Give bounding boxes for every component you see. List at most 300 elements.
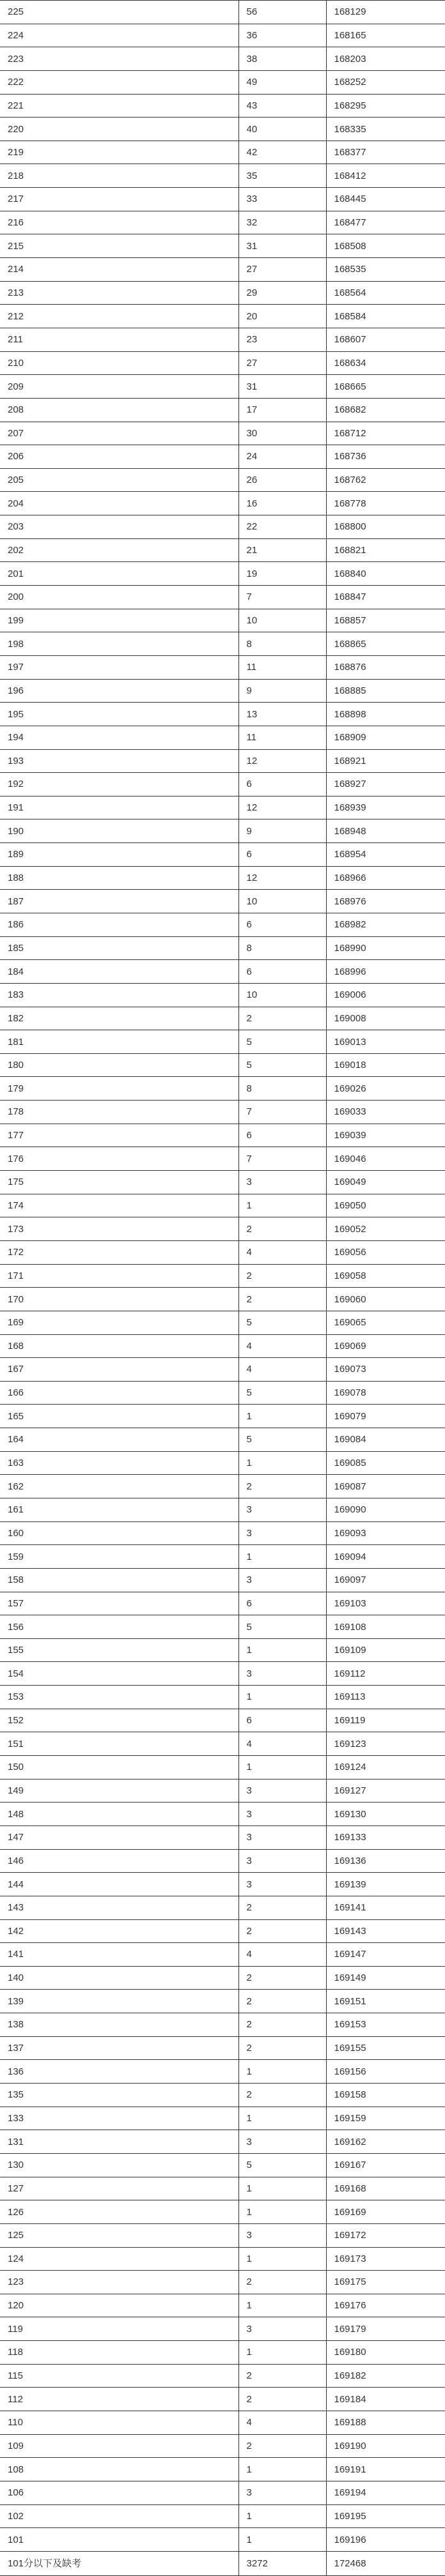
count-cell: 1 bbox=[238, 2294, 326, 2317]
table-row bbox=[0, 983, 445, 1007]
score-cell: 203 bbox=[0, 515, 238, 539]
cumulative-count-cell: 168477 bbox=[326, 211, 445, 234]
cumulative-count-cell: 169176 bbox=[326, 2294, 445, 2317]
score-cell: 189 bbox=[0, 843, 238, 867]
count-cell: 1 bbox=[238, 1756, 326, 1780]
count-cell: 1 bbox=[238, 2107, 326, 2130]
count-cell: 2 bbox=[238, 1264, 326, 1288]
table-row bbox=[0, 2411, 445, 2434]
cumulative-count-cell: 169103 bbox=[326, 1592, 445, 1615]
cumulative-count-cell: 168898 bbox=[326, 703, 445, 726]
score-cell: 147 bbox=[0, 1825, 238, 1849]
count-cell: 2 bbox=[238, 2364, 326, 2388]
cumulative-count-cell: 168607 bbox=[326, 328, 445, 351]
count-cell: 20 bbox=[238, 305, 326, 328]
table-row bbox=[0, 1802, 445, 1826]
score-cell: 167 bbox=[0, 1358, 238, 1382]
cumulative-count-cell: 169056 bbox=[326, 1240, 445, 1264]
score-cell: 224 bbox=[0, 24, 238, 47]
table-row bbox=[0, 1756, 445, 1780]
cumulative-count-cell: 168445 bbox=[326, 188, 445, 211]
cumulative-count-cell: 169124 bbox=[326, 1756, 445, 1780]
table-row bbox=[0, 726, 445, 749]
score-cell: 185 bbox=[0, 936, 238, 960]
cumulative-count-cell: 169155 bbox=[326, 2036, 445, 2060]
score-cell: 101分以下及缺考 bbox=[0, 2551, 238, 2575]
score-cell: 115 bbox=[0, 2364, 238, 2388]
cumulative-count-cell: 169191 bbox=[326, 2458, 445, 2481]
count-cell: 5 bbox=[238, 1381, 326, 1405]
cumulative-count-cell: 168865 bbox=[326, 632, 445, 656]
cumulative-count-cell: 169147 bbox=[326, 1943, 445, 1967]
count-cell: 27 bbox=[238, 351, 326, 375]
cumulative-count-cell: 168976 bbox=[326, 890, 445, 913]
count-cell: 1 bbox=[238, 1686, 326, 1709]
count-cell: 3 bbox=[238, 1849, 326, 1873]
table-row bbox=[0, 843, 445, 867]
score-cell: 108 bbox=[0, 2458, 238, 2481]
count-cell: 6 bbox=[238, 843, 326, 867]
cumulative-count-cell: 169113 bbox=[326, 1686, 445, 1709]
table-row bbox=[0, 1030, 445, 1054]
count-cell: 8 bbox=[238, 632, 326, 656]
score-cell: 221 bbox=[0, 94, 238, 118]
score-cell: 109 bbox=[0, 2434, 238, 2458]
cumulative-count-cell: 168634 bbox=[326, 351, 445, 375]
cumulative-count-cell: 169008 bbox=[326, 1007, 445, 1030]
score-cell: 110 bbox=[0, 2411, 238, 2434]
count-cell: 7 bbox=[238, 1101, 326, 1124]
cumulative-count-cell: 168252 bbox=[326, 70, 445, 94]
count-cell: 43 bbox=[238, 94, 326, 118]
cumulative-count-cell: 168203 bbox=[326, 47, 445, 71]
score-cell: 131 bbox=[0, 2130, 238, 2154]
cumulative-count-cell: 168948 bbox=[326, 819, 445, 843]
score-cell: 174 bbox=[0, 1194, 238, 1217]
count-cell: 40 bbox=[238, 118, 326, 141]
cumulative-count-cell: 168857 bbox=[326, 609, 445, 632]
score-cell: 220 bbox=[0, 118, 238, 141]
cumulative-count-cell: 169195 bbox=[326, 2504, 445, 2528]
count-cell: 2 bbox=[238, 1007, 326, 1030]
cumulative-count-cell: 169158 bbox=[326, 2084, 445, 2107]
score-cell: 214 bbox=[0, 258, 238, 282]
score-cell: 223 bbox=[0, 47, 238, 71]
table-row bbox=[0, 2388, 445, 2411]
count-cell: 36 bbox=[238, 24, 326, 47]
table-row bbox=[0, 1288, 445, 1311]
score-cell: 169 bbox=[0, 1311, 238, 1334]
table-row bbox=[0, 632, 445, 656]
count-cell: 11 bbox=[238, 655, 326, 679]
cumulative-count-cell: 169108 bbox=[326, 1615, 445, 1639]
cumulative-count-cell: 169079 bbox=[326, 1405, 445, 1428]
count-cell: 5 bbox=[238, 2153, 326, 2177]
table-row bbox=[0, 445, 445, 469]
count-cell: 5 bbox=[238, 1053, 326, 1077]
count-cell: 3 bbox=[238, 1802, 326, 1826]
table-row bbox=[0, 960, 445, 984]
table-row bbox=[0, 2084, 445, 2107]
count-cell: 1 bbox=[238, 2504, 326, 2528]
score-cell: 199 bbox=[0, 609, 238, 632]
count-cell: 6 bbox=[238, 1592, 326, 1615]
score-cell: 188 bbox=[0, 866, 238, 890]
table-row bbox=[0, 1498, 445, 1522]
score-cell: 211 bbox=[0, 328, 238, 351]
score-cell: 158 bbox=[0, 1568, 238, 1592]
cumulative-count-cell: 169087 bbox=[326, 1475, 445, 1498]
table-row bbox=[0, 258, 445, 282]
cumulative-count-cell: 169196 bbox=[326, 2528, 445, 2552]
score-cell: 141 bbox=[0, 1943, 238, 1967]
score-cell: 125 bbox=[0, 2223, 238, 2247]
table-row bbox=[0, 2153, 445, 2177]
table-row bbox=[0, 1381, 445, 1405]
cumulative-count-cell: 168508 bbox=[326, 234, 445, 258]
table-row bbox=[0, 2528, 445, 2552]
count-cell: 10 bbox=[238, 983, 326, 1007]
table-row bbox=[0, 398, 445, 422]
count-cell: 6 bbox=[238, 913, 326, 936]
table-row bbox=[0, 1240, 445, 1264]
count-cell: 26 bbox=[238, 468, 326, 492]
score-cell: 198 bbox=[0, 632, 238, 656]
table-row bbox=[0, 2434, 445, 2458]
table-row bbox=[0, 890, 445, 913]
table-row bbox=[0, 1568, 445, 1592]
score-cell: 163 bbox=[0, 1451, 238, 1475]
score-cell: 225 bbox=[0, 1, 238, 24]
score-cell: 124 bbox=[0, 2247, 238, 2271]
table-row bbox=[0, 141, 445, 164]
score-cell: 171 bbox=[0, 1264, 238, 1288]
cumulative-count-cell: 169013 bbox=[326, 1030, 445, 1054]
table-row bbox=[0, 2247, 445, 2271]
table-row bbox=[0, 2060, 445, 2084]
cumulative-count-cell: 168847 bbox=[326, 586, 445, 609]
count-cell: 2 bbox=[238, 1966, 326, 1990]
cumulative-count-cell: 169049 bbox=[326, 1171, 445, 1194]
count-cell: 2 bbox=[238, 2084, 326, 2107]
count-cell: 2 bbox=[238, 1990, 326, 2013]
score-cell: 217 bbox=[0, 188, 238, 211]
score-cell: 182 bbox=[0, 1007, 238, 1030]
cumulative-count-cell: 168954 bbox=[326, 843, 445, 867]
score-cell: 205 bbox=[0, 468, 238, 492]
cumulative-count-cell: 169139 bbox=[326, 1873, 445, 1896]
count-cell: 10 bbox=[238, 609, 326, 632]
count-cell: 7 bbox=[238, 1147, 326, 1171]
table-row bbox=[0, 1077, 445, 1101]
count-cell: 3 bbox=[238, 1498, 326, 1522]
cumulative-count-cell: 169143 bbox=[326, 1919, 445, 1943]
count-cell: 30 bbox=[238, 422, 326, 445]
score-cell: 172 bbox=[0, 1240, 238, 1264]
table-row bbox=[0, 1405, 445, 1428]
score-cell: 123 bbox=[0, 2271, 238, 2294]
cumulative-count-cell: 168800 bbox=[326, 515, 445, 539]
table-row bbox=[0, 655, 445, 679]
cumulative-count-cell: 169169 bbox=[326, 2200, 445, 2224]
score-cell: 193 bbox=[0, 749, 238, 773]
score-cell: 150 bbox=[0, 1756, 238, 1780]
count-cell: 2 bbox=[238, 2434, 326, 2458]
table-row bbox=[0, 703, 445, 726]
score-cell: 151 bbox=[0, 1732, 238, 1756]
table-row bbox=[0, 2481, 445, 2504]
table-row bbox=[0, 1592, 445, 1615]
cumulative-count-cell: 169149 bbox=[326, 1966, 445, 1990]
table-row bbox=[0, 328, 445, 351]
score-cell: 186 bbox=[0, 913, 238, 936]
score-cell: 202 bbox=[0, 538, 238, 562]
cumulative-count-cell: 168535 bbox=[326, 258, 445, 282]
count-cell: 2 bbox=[238, 1288, 326, 1311]
cumulative-count-cell: 169073 bbox=[326, 1358, 445, 1382]
cumulative-count-cell: 168335 bbox=[326, 118, 445, 141]
cumulative-count-cell: 169167 bbox=[326, 2153, 445, 2177]
count-cell: 3 bbox=[238, 1779, 326, 1802]
score-cell: 120 bbox=[0, 2294, 238, 2317]
cumulative-count-cell: 168165 bbox=[326, 24, 445, 47]
cumulative-count-cell: 168990 bbox=[326, 936, 445, 960]
table-row bbox=[0, 2317, 445, 2341]
table-row bbox=[0, 2341, 445, 2365]
cumulative-count-cell: 168996 bbox=[326, 960, 445, 984]
count-cell: 3 bbox=[238, 1171, 326, 1194]
cumulative-count-cell: 168762 bbox=[326, 468, 445, 492]
table-row bbox=[0, 1, 445, 24]
count-cell: 4 bbox=[238, 1334, 326, 1358]
cumulative-count-cell: 168778 bbox=[326, 492, 445, 515]
score-cell: 153 bbox=[0, 1686, 238, 1709]
table-row bbox=[0, 1124, 445, 1147]
score-cell: 177 bbox=[0, 1124, 238, 1147]
score-cell: 207 bbox=[0, 422, 238, 445]
count-cell: 1 bbox=[238, 1638, 326, 1662]
table-row bbox=[0, 1007, 445, 1030]
score-cell: 157 bbox=[0, 1592, 238, 1615]
table-row bbox=[0, 1194, 445, 1217]
table-row bbox=[0, 1686, 445, 1709]
count-cell: 1 bbox=[238, 2177, 326, 2200]
cumulative-count-cell: 172468 bbox=[326, 2551, 445, 2575]
table-row bbox=[0, 351, 445, 375]
count-cell: 5 bbox=[238, 1615, 326, 1639]
cumulative-count-cell: 168665 bbox=[326, 375, 445, 399]
cumulative-count-cell: 169153 bbox=[326, 2013, 445, 2037]
table-row bbox=[0, 796, 445, 819]
cumulative-count-cell: 169033 bbox=[326, 1101, 445, 1124]
cumulative-count-cell: 169136 bbox=[326, 1849, 445, 1873]
table-row bbox=[0, 1896, 445, 1919]
score-cell: 200 bbox=[0, 586, 238, 609]
score-cell: 213 bbox=[0, 281, 238, 305]
count-cell: 42 bbox=[238, 141, 326, 164]
count-cell: 24 bbox=[238, 445, 326, 469]
score-cell: 197 bbox=[0, 655, 238, 679]
count-cell: 12 bbox=[238, 866, 326, 890]
count-cell: 12 bbox=[238, 749, 326, 773]
count-cell: 2 bbox=[238, 2388, 326, 2411]
count-cell: 4 bbox=[238, 1240, 326, 1264]
cumulative-count-cell: 169094 bbox=[326, 1545, 445, 1569]
score-cell: 196 bbox=[0, 679, 238, 703]
table-row bbox=[0, 562, 445, 586]
cumulative-count-cell: 168939 bbox=[326, 796, 445, 819]
score-cell: 219 bbox=[0, 141, 238, 164]
cumulative-count-cell: 169194 bbox=[326, 2481, 445, 2504]
cumulative-count-cell: 169093 bbox=[326, 1521, 445, 1545]
score-cell: 102 bbox=[0, 2504, 238, 2528]
count-cell: 13 bbox=[238, 703, 326, 726]
cumulative-count-cell: 168876 bbox=[326, 655, 445, 679]
cumulative-count-cell: 168412 bbox=[326, 164, 445, 188]
cumulative-count-cell: 168909 bbox=[326, 726, 445, 749]
score-cell: 136 bbox=[0, 2060, 238, 2084]
cumulative-count-cell: 169050 bbox=[326, 1194, 445, 1217]
table-row bbox=[0, 1638, 445, 1662]
score-cell: 164 bbox=[0, 1428, 238, 1452]
count-cell: 1 bbox=[238, 1405, 326, 1428]
count-cell: 1 bbox=[238, 2341, 326, 2365]
score-cell: 154 bbox=[0, 1662, 238, 1686]
table-row bbox=[0, 1545, 445, 1569]
score-cell: 149 bbox=[0, 1779, 238, 1802]
cumulative-count-cell: 168982 bbox=[326, 913, 445, 936]
table-row bbox=[0, 2294, 445, 2317]
table-row bbox=[0, 2504, 445, 2528]
score-cell: 209 bbox=[0, 375, 238, 399]
cumulative-count-cell: 168927 bbox=[326, 773, 445, 796]
count-cell: 6 bbox=[238, 960, 326, 984]
count-cell: 3 bbox=[238, 2223, 326, 2247]
cumulative-count-cell: 168564 bbox=[326, 281, 445, 305]
count-cell: 9 bbox=[238, 679, 326, 703]
score-cell: 142 bbox=[0, 1919, 238, 1943]
cumulative-count-cell: 169069 bbox=[326, 1334, 445, 1358]
count-cell: 10 bbox=[238, 890, 326, 913]
score-cell: 133 bbox=[0, 2107, 238, 2130]
table-row bbox=[0, 2013, 445, 2037]
table-row bbox=[0, 1779, 445, 1802]
table-row bbox=[0, 1615, 445, 1639]
table-row bbox=[0, 234, 445, 258]
cumulative-count-cell: 169179 bbox=[326, 2317, 445, 2341]
table-row bbox=[0, 1171, 445, 1194]
score-cell: 162 bbox=[0, 1475, 238, 1498]
table-row bbox=[0, 1475, 445, 1498]
cumulative-count-cell: 168377 bbox=[326, 141, 445, 164]
cumulative-count-cell: 169141 bbox=[326, 1896, 445, 1919]
table-row bbox=[0, 1521, 445, 1545]
table-row bbox=[0, 188, 445, 211]
table-row bbox=[0, 70, 445, 94]
table-row bbox=[0, 538, 445, 562]
score-cell: 201 bbox=[0, 562, 238, 586]
score-cell: 130 bbox=[0, 2153, 238, 2177]
count-cell: 4 bbox=[238, 1732, 326, 1756]
score-cell: 195 bbox=[0, 703, 238, 726]
table-row bbox=[0, 422, 445, 445]
count-cell: 3272 bbox=[238, 2551, 326, 2575]
table-row bbox=[0, 1709, 445, 1732]
table-row bbox=[0, 1264, 445, 1288]
count-cell: 17 bbox=[238, 398, 326, 422]
table-row bbox=[0, 1662, 445, 1686]
cumulative-count-cell: 168921 bbox=[326, 749, 445, 773]
score-cell: 156 bbox=[0, 1615, 238, 1639]
table-row bbox=[0, 2364, 445, 2388]
count-cell: 11 bbox=[238, 726, 326, 749]
count-cell: 6 bbox=[238, 1124, 326, 1147]
count-cell: 3 bbox=[238, 1521, 326, 1545]
count-cell: 32 bbox=[238, 211, 326, 234]
cumulative-count-cell: 169060 bbox=[326, 1288, 445, 1311]
count-cell: 1 bbox=[238, 2247, 326, 2271]
score-cell: 173 bbox=[0, 1217, 238, 1241]
table-row bbox=[0, 2130, 445, 2154]
score-cell: 126 bbox=[0, 2200, 238, 2224]
score-cell: 187 bbox=[0, 890, 238, 913]
score-cell: 112 bbox=[0, 2388, 238, 2411]
score-cell: 208 bbox=[0, 398, 238, 422]
score-cell: 218 bbox=[0, 164, 238, 188]
score-cell: 166 bbox=[0, 1381, 238, 1405]
count-cell: 6 bbox=[238, 773, 326, 796]
cumulative-count-cell: 169172 bbox=[326, 2223, 445, 2247]
score-cell: 204 bbox=[0, 492, 238, 515]
score-cell: 138 bbox=[0, 2013, 238, 2037]
cumulative-count-cell: 169112 bbox=[326, 1662, 445, 1686]
table-row bbox=[0, 47, 445, 71]
count-cell: 3 bbox=[238, 2317, 326, 2341]
cumulative-count-cell: 168584 bbox=[326, 305, 445, 328]
count-cell: 2 bbox=[238, 1475, 326, 1498]
cumulative-count-cell: 169130 bbox=[326, 1802, 445, 1826]
score-cell: 143 bbox=[0, 1896, 238, 1919]
cumulative-count-cell: 169159 bbox=[326, 2107, 445, 2130]
count-cell: 5 bbox=[238, 1311, 326, 1334]
cumulative-count-cell: 169090 bbox=[326, 1498, 445, 1522]
table-row bbox=[0, 2551, 445, 2575]
cumulative-count-cell: 169119 bbox=[326, 1709, 445, 1732]
table-row bbox=[0, 1990, 445, 2013]
cumulative-count-cell: 169078 bbox=[326, 1381, 445, 1405]
score-cell: 101 bbox=[0, 2528, 238, 2552]
score-cell: 215 bbox=[0, 234, 238, 258]
cumulative-count-cell: 168295 bbox=[326, 94, 445, 118]
count-cell: 4 bbox=[238, 1943, 326, 1967]
table-row bbox=[0, 375, 445, 399]
table-row bbox=[0, 24, 445, 47]
count-cell: 3 bbox=[238, 1662, 326, 1686]
count-cell: 1 bbox=[238, 1451, 326, 1475]
cumulative-count-cell: 169084 bbox=[326, 1428, 445, 1452]
count-cell: 3 bbox=[238, 1568, 326, 1592]
count-cell: 29 bbox=[238, 281, 326, 305]
table-row bbox=[0, 679, 445, 703]
count-cell: 19 bbox=[238, 562, 326, 586]
count-cell: 23 bbox=[238, 328, 326, 351]
score-cell: 148 bbox=[0, 1802, 238, 1826]
count-cell: 1 bbox=[238, 2458, 326, 2481]
cumulative-count-cell: 169039 bbox=[326, 1124, 445, 1147]
count-cell: 3 bbox=[238, 1873, 326, 1896]
table-row bbox=[0, 1873, 445, 1896]
count-cell: 3 bbox=[238, 2481, 326, 2504]
